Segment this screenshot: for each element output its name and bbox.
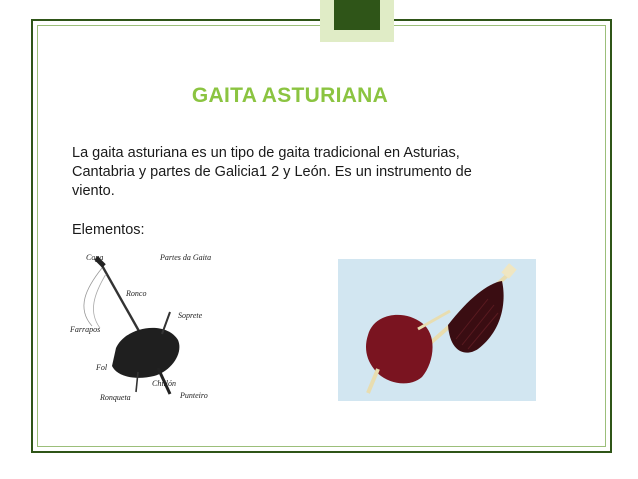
label-punteiro: Punteiro [180,391,208,400]
slide-title: GAITA ASTURIANA [191,84,389,107]
elements-label: Elementos: [72,222,145,238]
decorative-tab-dark [334,0,380,30]
bagpipe-illustration [338,259,536,401]
label-ronco: Ronco [126,289,147,298]
blowpipe [418,311,450,329]
bagpipe-photo [338,259,536,401]
label-farrapos: Farrapos [70,325,101,334]
farrapos-cord [84,268,102,326]
chanter [368,369,378,393]
bagpipe-parts-diagram [66,248,226,408]
label-chillon: Chillón [152,379,177,388]
label-fol: Fol [96,363,108,372]
label-copa: Copa [86,253,104,262]
label-ronqueta: Ronqueta [100,393,131,402]
label-soprete: Soprete [178,311,203,320]
drone-pipe [100,262,147,340]
label-partes: Partes da Gaita [160,253,212,262]
bag-fol [112,328,179,378]
slide-paragraph: La gaita asturiana es un tipo de gaita tradicional en Asturias, Cantabria y partes de Galicia1 2 y León. Es un instrumento de viento. [72,145,472,199]
